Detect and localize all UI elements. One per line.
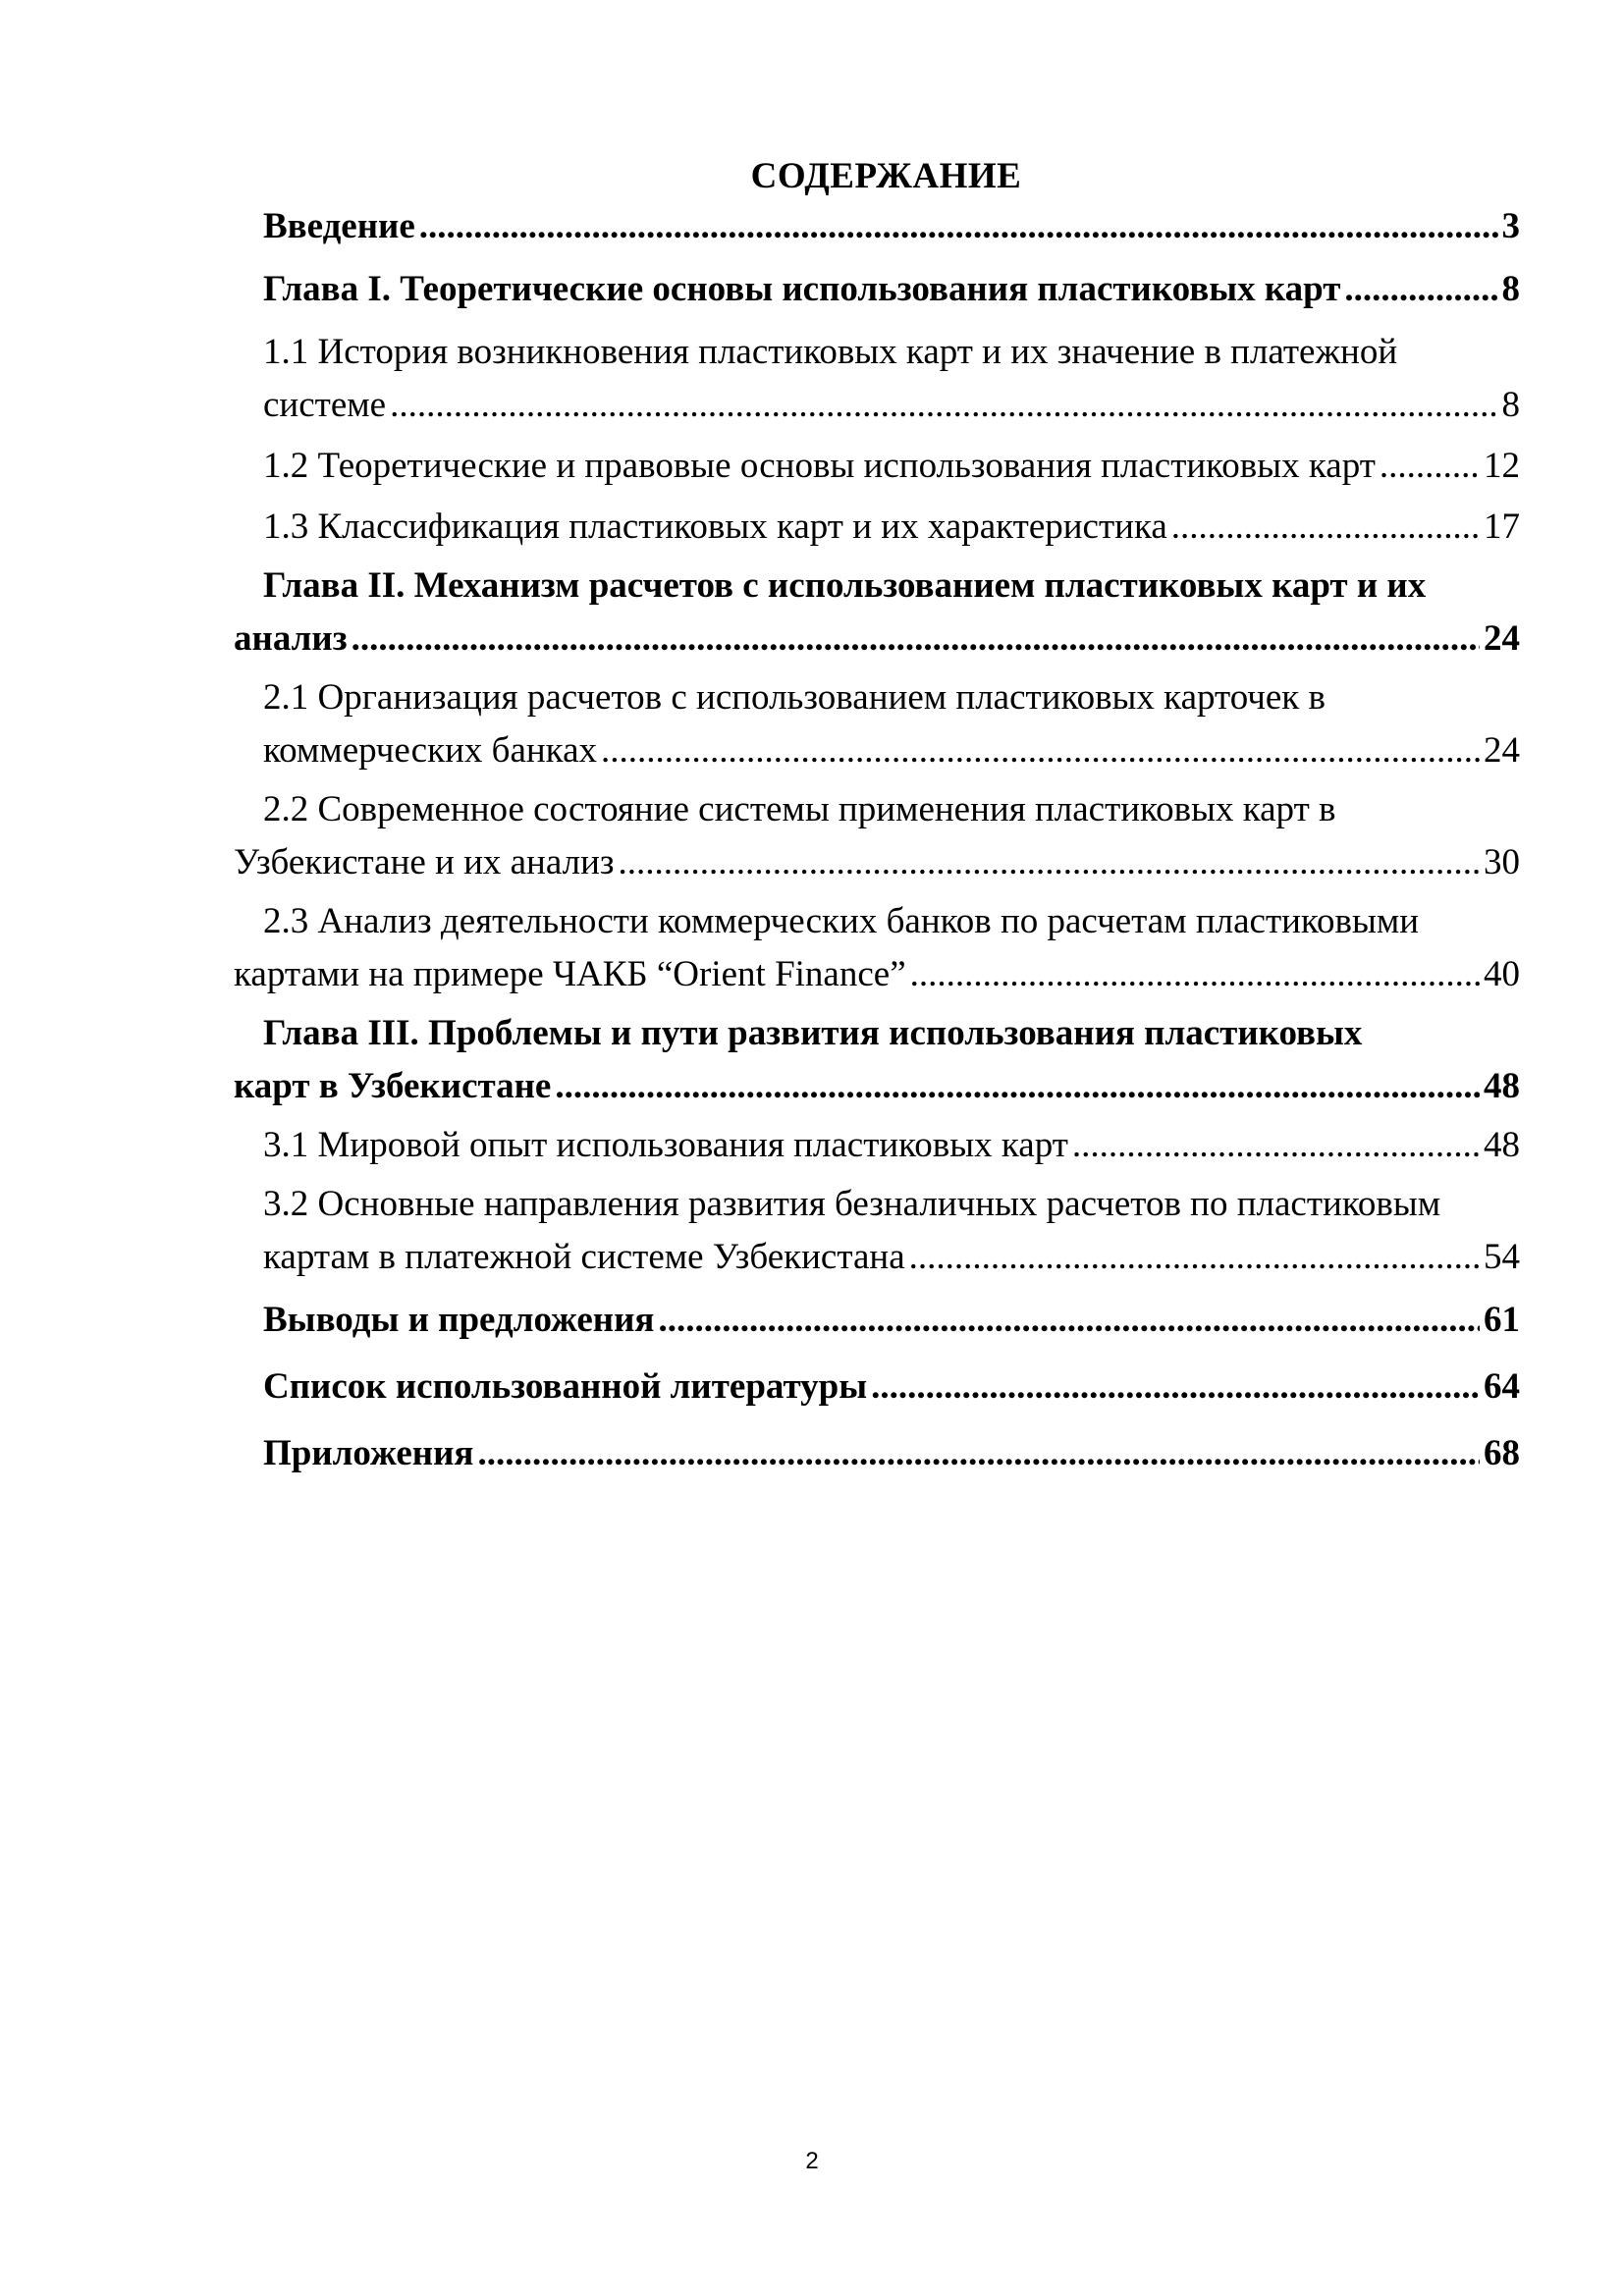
toc-page-number: 8 <box>1501 269 1520 309</box>
toc-leader-dots <box>390 379 1497 432</box>
toc-leader-dots <box>352 613 1480 666</box>
toc-title: СОДЕРЖАНИЕ <box>750 156 1022 196</box>
toc-entry <box>234 671 1520 777</box>
toc-leader-dots <box>601 724 1480 777</box>
toc-entry-text: Выводы и предложения <box>263 1300 655 1340</box>
toc-leader-dots <box>419 200 1498 253</box>
toc-leader-dots <box>910 948 1480 1001</box>
toc-leader-dots <box>1072 1119 1480 1172</box>
toc-entry-last-line <box>234 1060 1520 1113</box>
toc-page-number: 40 <box>1484 954 1520 994</box>
toc-entry-last-line <box>234 724 1520 777</box>
toc-page-number: 17 <box>1484 507 1520 547</box>
toc-entry-line <box>234 1007 1520 1060</box>
table-of-contents <box>234 200 1520 1480</box>
toc-entry-text: Глава I. Теоретические основы использования пластиковых карт <box>263 269 1341 309</box>
toc-entry-text: системе <box>263 385 387 425</box>
toc-leader-dots <box>871 1361 1480 1414</box>
toc-entry <box>234 895 1520 1001</box>
toc-page-number: 54 <box>1484 1237 1520 1277</box>
toc-page-number: 24 <box>1484 618 1520 659</box>
toc-entry-last-line <box>234 1361 1520 1414</box>
toc-entry-text: Список использованной литературы <box>263 1366 868 1407</box>
toc-entry-line <box>234 560 1520 613</box>
toc-leader-dots <box>477 1427 1480 1480</box>
toc-entry-last-line <box>234 200 1520 253</box>
toc-entry-text: Приложения <box>263 1433 474 1473</box>
toc-entry-line <box>234 326 1520 379</box>
toc-entry-last-line <box>234 1294 1520 1347</box>
toc-entry <box>234 1119 1520 1172</box>
toc-entry <box>234 263 1520 316</box>
toc-entry-last-line <box>234 501 1520 554</box>
toc-entry <box>234 1427 1520 1480</box>
toc-entry <box>234 1178 1520 1284</box>
toc-leader-dots <box>658 1294 1480 1347</box>
toc-entry-text: 1.2 Теоретические и правовые основы использования пластиковых карт <box>263 446 1376 486</box>
toc-entry-last-line <box>234 1231 1520 1284</box>
toc-entry <box>234 326 1520 432</box>
page-number: 2 <box>805 2148 819 2174</box>
toc-entry-text: Узбекистане и их анализ <box>234 842 615 882</box>
toc-leader-dots <box>555 1060 1480 1113</box>
toc-entry-last-line <box>234 379 1520 432</box>
toc-page-number: 61 <box>1484 1300 1520 1340</box>
toc-entry-last-line <box>234 613 1520 666</box>
toc-entry-text: 3.1 Мировой опыт использования пластиковых карт <box>263 1125 1068 1165</box>
toc-page-number: 48 <box>1484 1066 1520 1106</box>
toc-entry-last-line <box>234 263 1520 316</box>
toc-entry-text: Глава II. Механизм расчетов с использованием пластиковых карт и их <box>263 565 1427 606</box>
toc-page-number: 64 <box>1484 1366 1520 1407</box>
toc-entry-line <box>234 895 1520 948</box>
toc-leader-dots <box>1380 440 1480 493</box>
toc-entry-last-line <box>234 1119 1520 1172</box>
toc-entry <box>234 501 1520 554</box>
toc-entry <box>234 1294 1520 1347</box>
toc-entry-text: 3.2 Основные направления развития безналичных расчетов по пластиковым <box>263 1184 1441 1224</box>
toc-entry-line <box>234 783 1520 836</box>
toc-entry-text: Глава III. Проблемы и пути развития использования пластиковых <box>263 1013 1363 1053</box>
toc-entry-text: карт в Узбекистане <box>234 1066 552 1106</box>
toc-entry-text: 2.1 Организация расчетов с использованием пластиковых карточек в <box>263 677 1326 718</box>
toc-entry-text: 2.3 Анализ деятельности коммерческих банков по расчетам пластиковыми <box>263 901 1420 941</box>
toc-page-number: 68 <box>1484 1433 1520 1473</box>
toc-entry-last-line <box>234 948 1520 1001</box>
toc-leader-dots <box>619 836 1481 889</box>
toc-entry-text: картами на примере ЧАКБ “Orient Finance” <box>234 954 906 994</box>
toc-entry <box>234 440 1520 493</box>
toc-entry-line <box>234 1178 1520 1231</box>
toc-entry <box>234 1361 1520 1414</box>
toc-entry <box>234 560 1520 666</box>
toc-entry-text: 1.3 Классификация пластиковых карт и их характеристика <box>263 507 1167 547</box>
toc-page-number: 30 <box>1484 842 1520 882</box>
toc-entry-last-line <box>234 836 1520 889</box>
toc-entry-text: 2.2 Современное состояние системы применения пластиковых карт в <box>263 789 1336 829</box>
toc-page-number: 48 <box>1484 1125 1520 1165</box>
toc-entry-last-line <box>234 440 1520 493</box>
toc-entry <box>234 1007 1520 1113</box>
toc-leader-dots <box>1171 501 1480 554</box>
toc-entry-line <box>234 671 1520 724</box>
toc-page-number: 12 <box>1484 446 1520 486</box>
toc-entry-text: Введение <box>263 206 415 246</box>
toc-entry-last-line <box>234 1427 1520 1480</box>
toc-entry-text: коммерческих банках <box>263 730 598 771</box>
toc-leader-dots <box>909 1231 1480 1284</box>
toc-leader-dots <box>1344 263 1497 316</box>
toc-page-number: 3 <box>1501 206 1520 246</box>
toc-page-number: 8 <box>1501 385 1520 425</box>
toc-entry-text: картам в платежной системе Узбекистана <box>263 1237 905 1277</box>
toc-entry-text: анализ <box>234 618 348 659</box>
toc-entry-text: 1.1 История возникновения пластиковых карт и их значение в платежной <box>263 332 1398 372</box>
toc-entry <box>234 200 1520 253</box>
toc-entry <box>234 783 1520 889</box>
toc-page-number: 24 <box>1484 730 1520 771</box>
